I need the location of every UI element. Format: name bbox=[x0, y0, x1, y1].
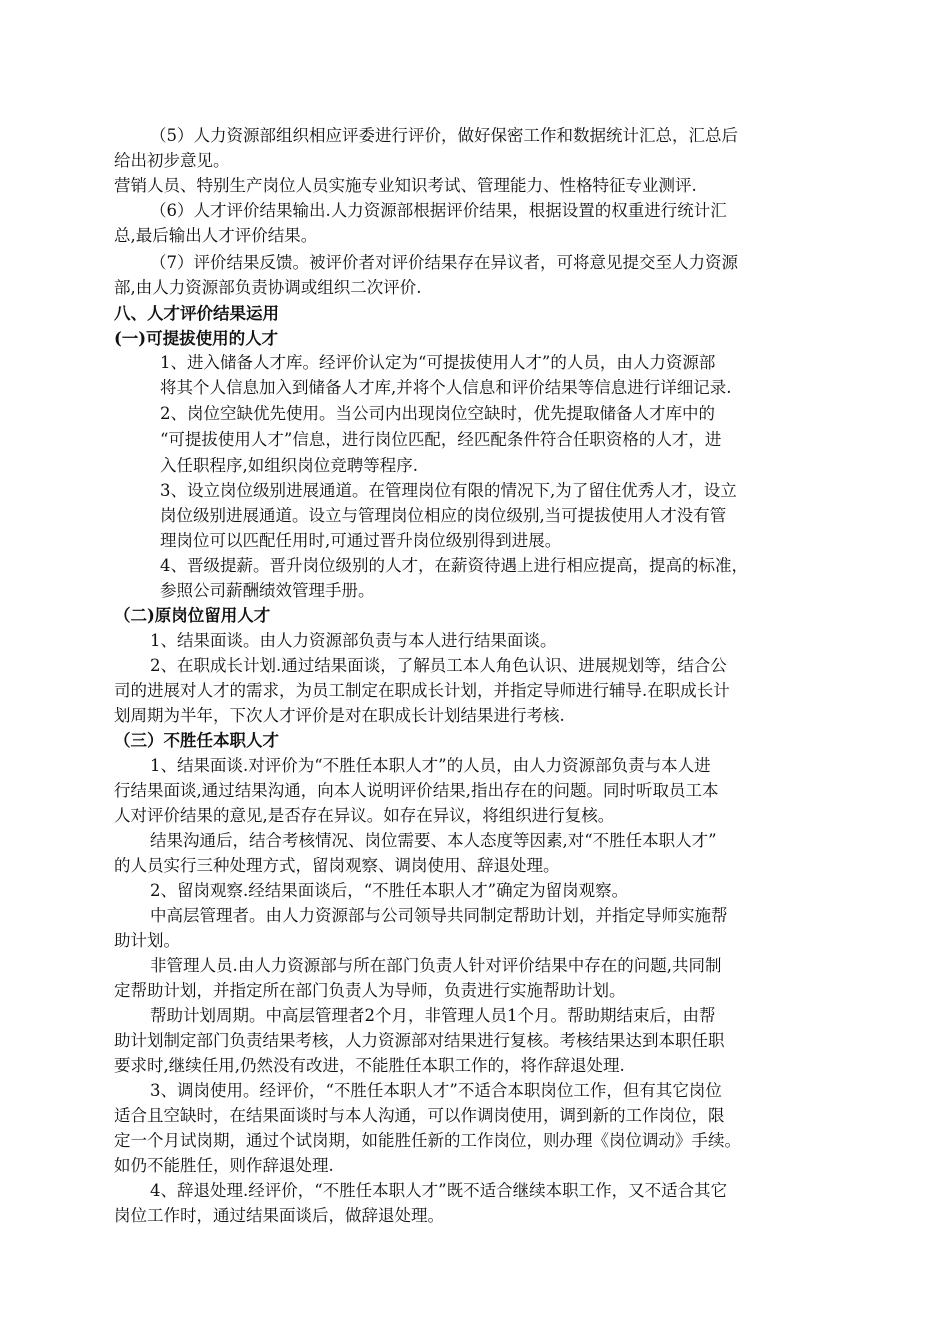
text-line: 非管理人员.由人力资源部与所在部门负责人针对评价结果中存在的问题,共同制 bbox=[150, 956, 722, 975]
text-line: （7）评价结果反馈。被评价者对评价结果存在异议者，可将意见提交至人力资源 bbox=[150, 253, 738, 272]
text-line: 将其个人信息加入到储备人才库,并将个人信息和评价结果等信息进行详细记录. bbox=[160, 378, 732, 397]
text-line: 1、进入储备人才库。经评价认定为“可提拔使用人才”的人员，由人力资源部 bbox=[160, 353, 716, 372]
text-line: 帮助计划周期。中高层管理者2个月，非管理人员1个月。帮助期结束后，由帮 bbox=[150, 1006, 716, 1025]
text-line: 岗位工作时，通过结果面谈后，做辞退处理。 bbox=[114, 1206, 444, 1225]
subsection-heading: （二)原岗位留用人才 bbox=[114, 606, 271, 625]
subsection-heading: (一)可提拔使用的人才 bbox=[114, 329, 279, 348]
text-line: （5）人力资源部组织相应评委进行评价，做好保密工作和数据统计汇总，汇总后 bbox=[150, 126, 738, 145]
text-line: 适合且空缺时，在结果面谈时与本人沟通，可以作调岗使用，调到新的工作岗位，限 bbox=[114, 1106, 725, 1125]
text-line: 参照公司薪酬绩效管理手册。 bbox=[160, 581, 375, 600]
text-line: （6）人才评价结果输出.人力资源部根据评价结果，根据设置的权重进行统计汇 bbox=[150, 201, 727, 220]
text-line: 2、在职成长计划.通过结果面谈，了解员工本人角色认识、进展规划等，结合公 bbox=[150, 656, 727, 675]
text-line: 岗位级别进展通道。设立与管理岗位相应的岗位级别,当可提拔使用人才没有管 bbox=[160, 506, 727, 525]
subsection-heading: （三）不胜任本职人才 bbox=[114, 731, 279, 750]
text-line: 4、辞退处理.经评价，“不胜任本职人才”既不适合继续本职工作，又不适合其它 bbox=[150, 1181, 728, 1200]
text-line: 结果沟通后，结合考核情况、岗位需要、本人态度等因素,对“不胜任本职人才” bbox=[150, 831, 717, 850]
text-line: 司的进展对人才的需求，为员工制定在职成长计划，并指定导师进行辅导.在职成长计 bbox=[114, 681, 730, 700]
text-line: 助计划。 bbox=[114, 931, 180, 950]
text-line: 要求时,继续任用,仍然没有改进，不能胜任本职工作的，将作辞退处理. bbox=[114, 1056, 625, 1075]
text-line: 2、留岗观察.经结果面谈后，“不胜任本职人才”确定为留岗观察。 bbox=[150, 881, 629, 900]
text-line: 1、结果面谈.对评价为“不胜任本职人才”的人员，由人力资源部负责与本人进 bbox=[150, 756, 711, 775]
text-line: 1、结果面谈。由人力资源部负责与本人进行结果面谈。 bbox=[150, 631, 557, 650]
text-line: 助计划制定部门负责结果考核，人力资源部对结果进行复核。考核结果达到本职任职 bbox=[114, 1031, 725, 1050]
text-line: 人对评价结果的意见,是否存在异议。如存在异议，将组织进行复核。 bbox=[114, 806, 615, 825]
text-line: 总,最后输出人才评价结果。 bbox=[114, 226, 318, 245]
text-line: 营销人员、特别生产岗位人员实施专业知识考试、管理能力、性格特征专业测评. bbox=[114, 176, 697, 195]
text-line: 定一个月试岗期，通过个试岗期，如能胜任新的工作岗位，则办理《岗位调动》手续。 bbox=[114, 1131, 741, 1150]
text-line: 理岗位可以匹配任用时,可通过晋升岗位级别得到进展。 bbox=[160, 531, 562, 550]
section-heading: 八、人才评价结果运用 bbox=[114, 304, 279, 323]
text-line: 给出初步意见。 bbox=[114, 151, 230, 170]
text-line: 的人员实行三种处理方式，留岗观察、调岗使用、辞退处理。 bbox=[114, 856, 560, 875]
text-line: 划周期为半年，下次人才评价是对在职成长计划结果进行考核. bbox=[114, 706, 565, 725]
text-line: 中高层管理者。由人力资源部与公司领导共同制定帮助计划，并指定导师实施帮 bbox=[150, 906, 728, 925]
text-line: “可提拔使用人才”信息，进行岗位匹配，经匹配条件符合任职资格的人才，进 bbox=[160, 430, 722, 449]
text-line: 部,由人力资源部负责协调或组织二次评价. bbox=[114, 278, 422, 297]
text-line: 2、岗位空缺优先使用。当公司内出现岗位空缺时，优先提取储备人才库中的 bbox=[160, 404, 715, 423]
text-line: 入任职程序,如组织岗位竞聘等程序. bbox=[160, 456, 418, 475]
text-line: 行结果面谈,通过结果沟通，向本人说明评价结果,指出存在的问题。同时听取员工本 bbox=[114, 781, 719, 800]
text-line: 如仍不能胜任，则作辞退处理. bbox=[114, 1156, 334, 1175]
text-line: 3、设立岗位级别进展通道。在管理岗位有限的情况下,为了留住优秀人才，设立 bbox=[160, 481, 737, 500]
text-line: 3、调岗使用。经评价，“不胜任本职人才”不适合本职岗位工作，但有其它岗位 bbox=[150, 1081, 722, 1100]
text-line: 4、晋级提薪。晋升岗位级别的人才，在薪资待遇上进行相应提高，提高的标准， bbox=[160, 556, 748, 575]
text-line: 定帮助计划，并指定所在部门负责人为导师，负责进行实施帮助计划。 bbox=[114, 981, 626, 1000]
